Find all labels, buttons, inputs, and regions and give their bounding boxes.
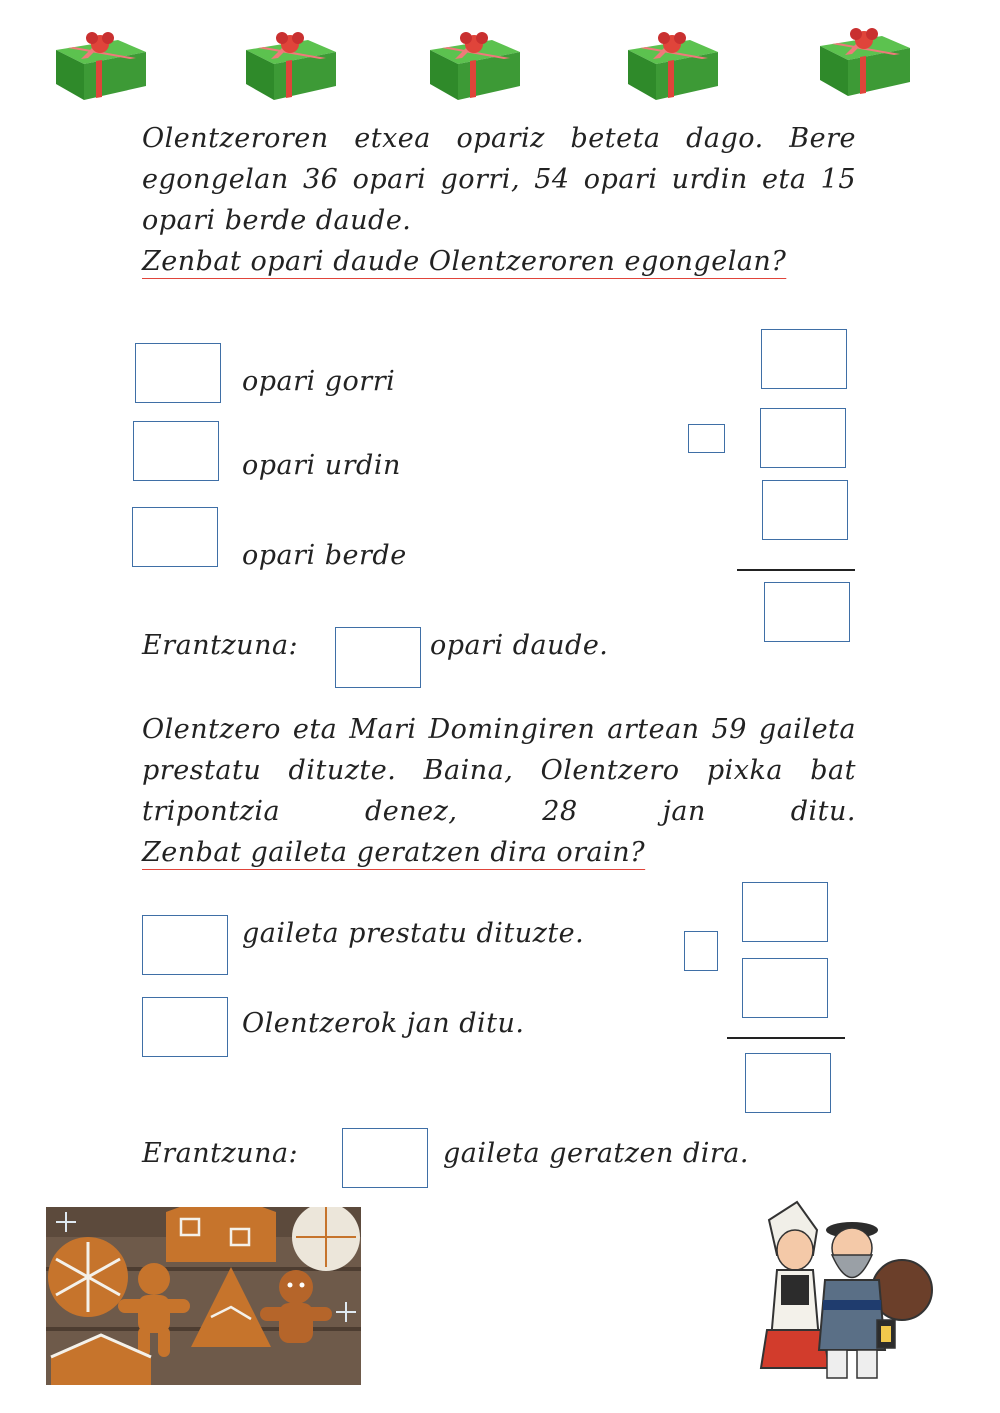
problem1-question: Zenbat opari daude Olentzeroren egongelan? (142, 246, 787, 277)
problem1-text (142, 118, 856, 282)
result-box[interactable] (764, 582, 850, 642)
row-label-blue: opari urdin (242, 450, 401, 481)
answer-suffix: opari daude. (430, 630, 609, 661)
gift-icon (422, 22, 524, 102)
problem2-text (142, 709, 856, 873)
operand-box-1[interactable] (761, 329, 847, 389)
operand-box-1[interactable] (742, 882, 828, 942)
final-answer-box[interactable] (335, 627, 421, 688)
gift-icon (48, 22, 150, 102)
problem2-question: Zenbat gaileta geratzen dira orain? (142, 837, 646, 868)
row-label-prepared: gaileta prestatu dituzte. (242, 918, 585, 949)
problem1-statement: Olentzeroren etxea opariz beteta dago. Bere egongelan 36 opari gorri, 54 opari urdin eta 15 opari berde daude. (142, 123, 856, 236)
answer-label: Erantzuna: (142, 1138, 299, 1169)
gift-icon (812, 18, 914, 98)
answer-box-red[interactable] (135, 343, 221, 403)
answer-box-eaten[interactable] (142, 997, 228, 1057)
operation-sign-box[interactable] (684, 931, 718, 971)
gift-icon (620, 22, 722, 102)
row-label-green: opari berde (242, 540, 407, 571)
operation-sign-box[interactable] (688, 424, 725, 453)
olentzero-mari-domingi-image (757, 1200, 937, 1385)
gingerbread-cookies-image (46, 1207, 361, 1385)
row-label-eaten: Olentzerok jan ditu. (242, 1008, 525, 1039)
answer-label: Erantzuna: (142, 630, 299, 661)
operand-box-2[interactable] (760, 408, 846, 468)
subtraction-line (727, 1037, 845, 1039)
answer-suffix: gaileta geratzen dira. (443, 1138, 749, 1169)
sum-line (737, 569, 855, 571)
answer-box-blue[interactable] (133, 421, 219, 481)
operand-box-2[interactable] (742, 958, 828, 1018)
row-label-red: opari gorri (242, 366, 396, 397)
final-answer-box[interactable] (342, 1128, 428, 1188)
answer-box-green[interactable] (132, 507, 218, 567)
gift-icon (238, 22, 340, 102)
problem2-statement: Olentzero eta Mari Domingiren artean 59 gaileta prestatu dituzte. Baina, Olentzero pixka bat tripontzia denez, 28 jan ditu. (142, 714, 856, 827)
result-box[interactable] (745, 1053, 831, 1113)
answer-box-prepared[interactable] (142, 915, 228, 975)
operand-box-3[interactable] (762, 480, 848, 540)
